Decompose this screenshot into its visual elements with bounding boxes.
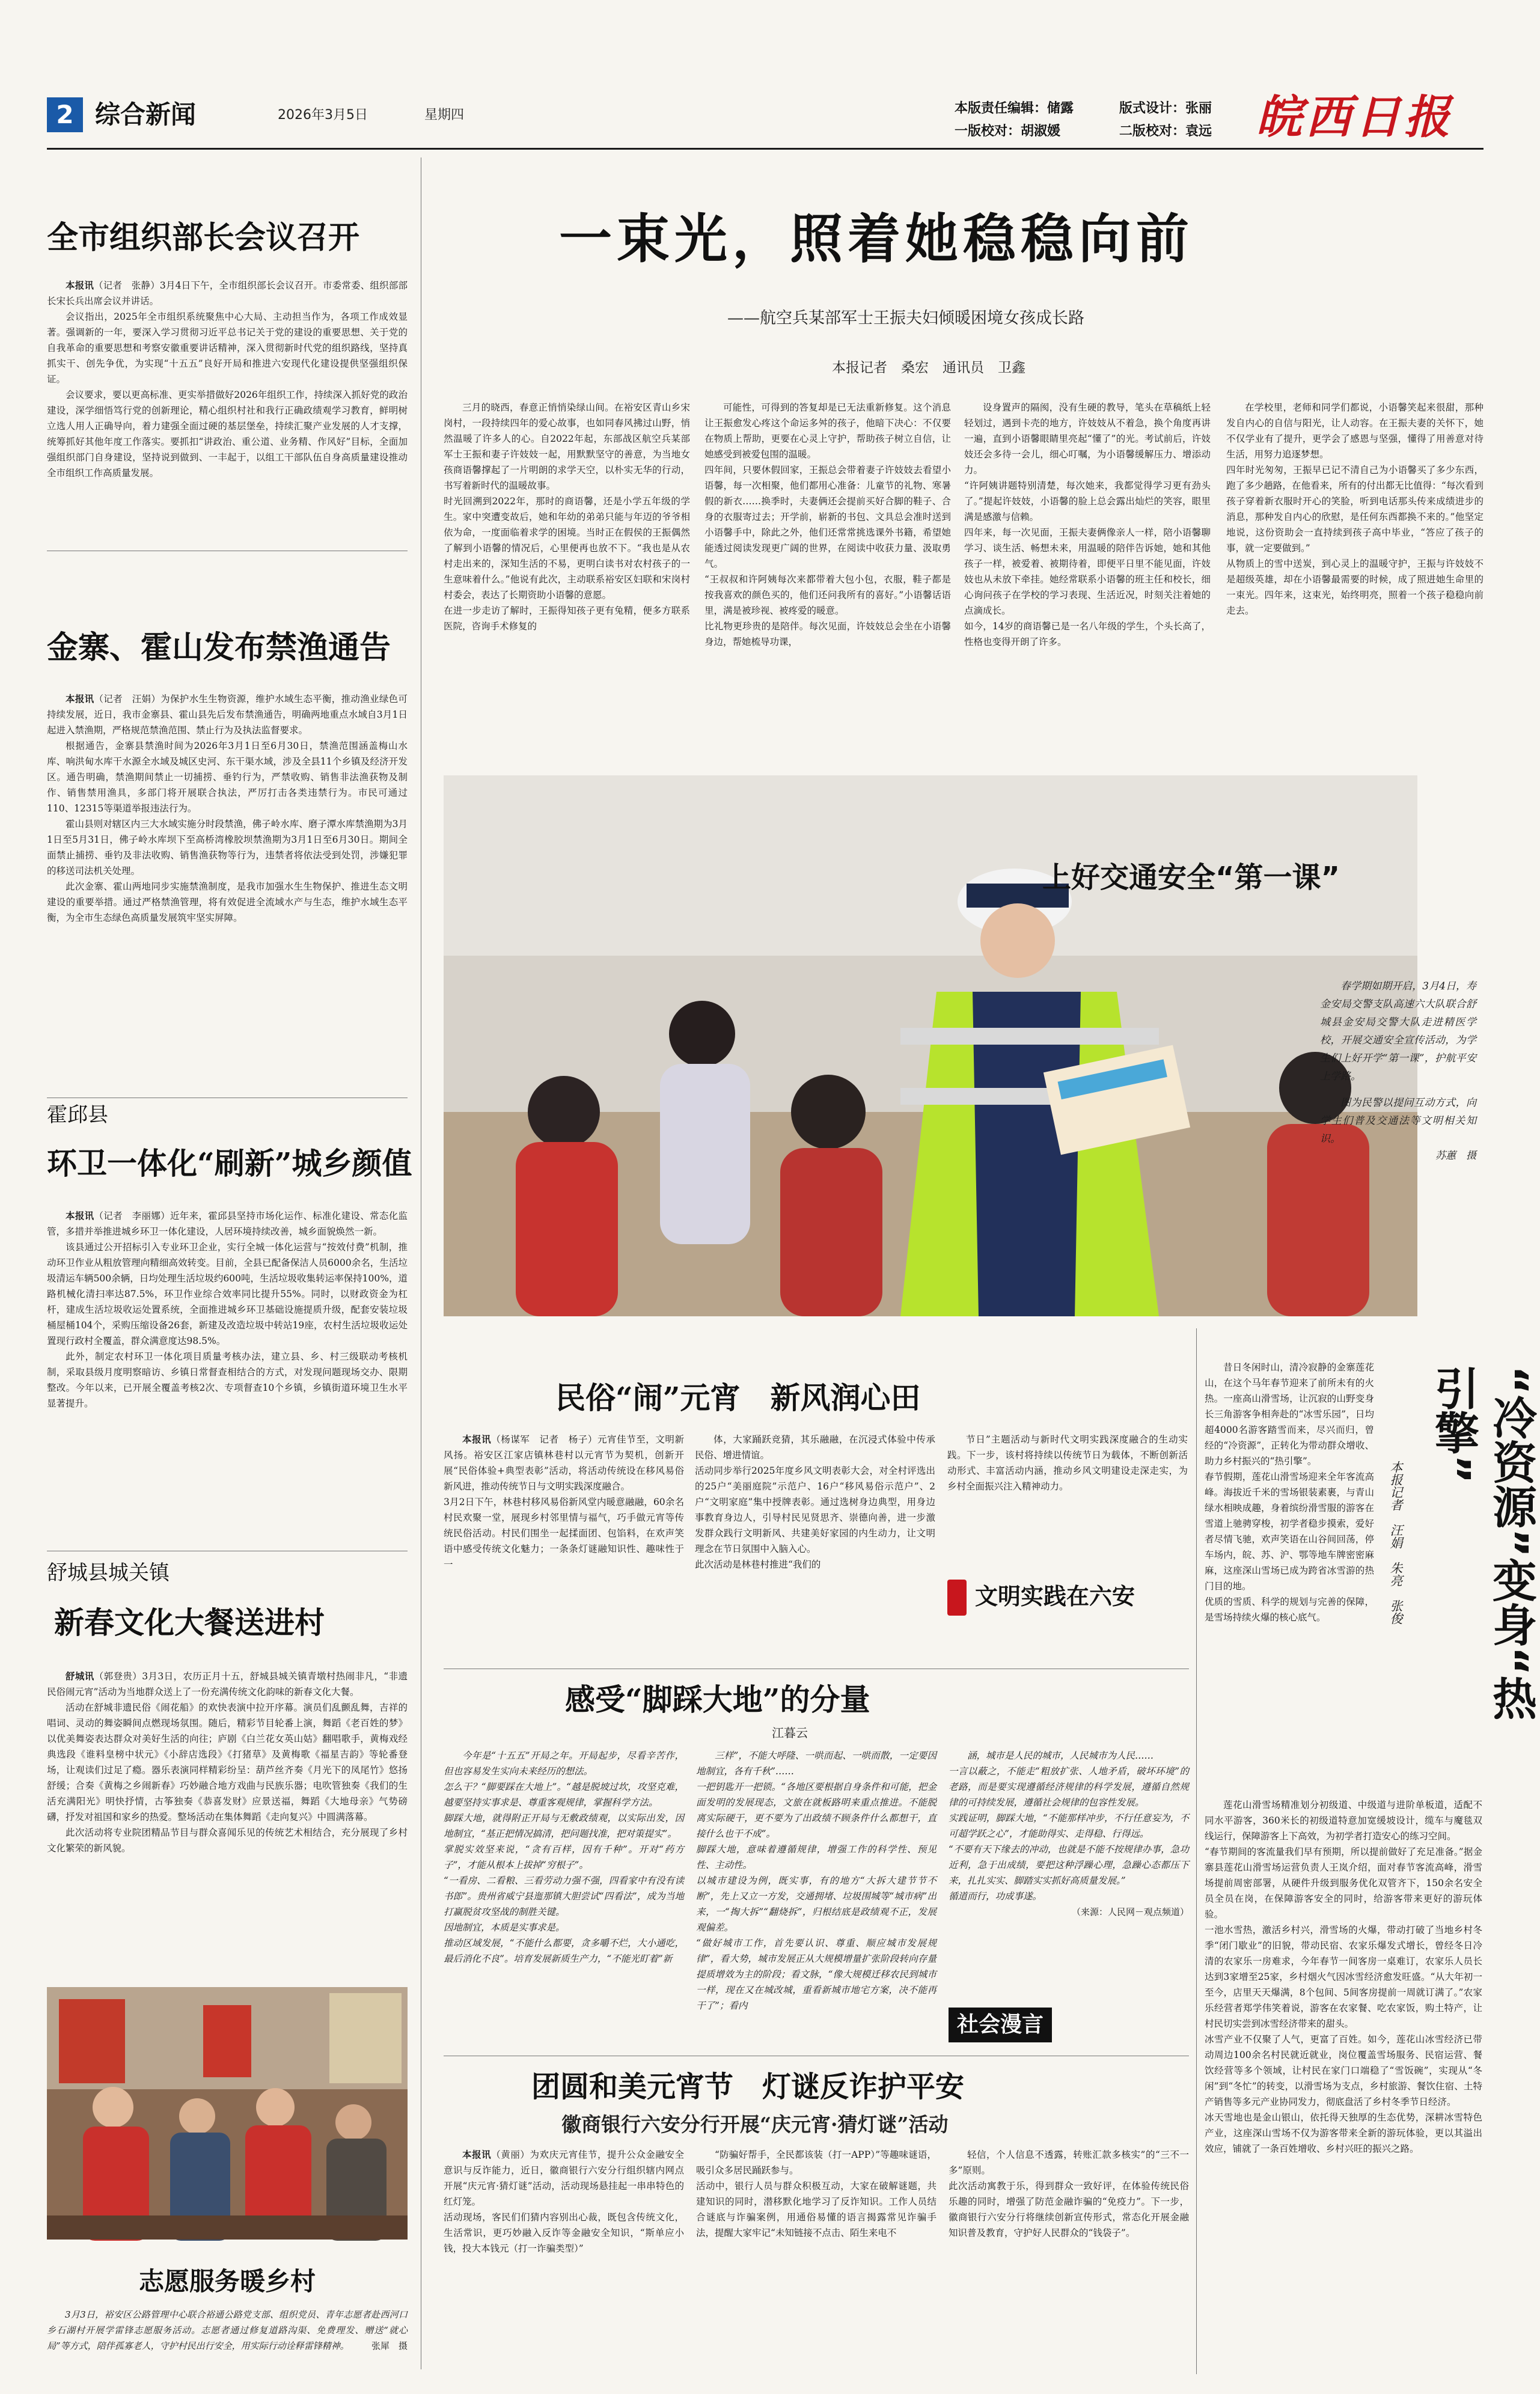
article3-p2: 该县通过公开招标引入专业环卫企业，实行全城一体化运营与“按效付费”机制，推动环卫作业从粗放管理向精细高效转变。目前，全县已配备保洁人员6000余名，生活垃圾清运车辆500余辆，日均处理生活垃圾约600吨，生活垃圾收集转运率保持100%，道路机械化清扫率达87.5%，环卫作业综合效率同比提升55%。同时，以财政资金为杠杆，建成生活垃圾收运处置系统，全面推进城乡环卫基础设施提质升级，配套安装垃圾桶屋桶104个，采购压缩设备26套，新建及改造垃圾中转站19座，农村生活垃圾收运处置现行政村全覆盖，群众满意度达98.5%。 <box>47 1242 408 1346</box>
layout-credit: 版式设计：张丽 <box>1119 101 1212 116</box>
commentary-badge-text: 社会漫言 <box>949 2008 1052 2042</box>
article5-byline: 本报记者 桑宏 通讯员 卫鑫 <box>832 360 1025 376</box>
article4-p1: （郭登贵）3月3日，农历正月十五，舒城县城关镇青墩村热闹非凡，“非遗民俗闹元宵”活动为当地群众送上了一份充满传统文化韵味的新春文化大餐。 <box>47 1671 408 1697</box>
article5-col2 <box>704 400 951 768</box>
article4-body <box>47 1669 408 1989</box>
editor-credit: 本版责任编辑：储露 <box>955 101 1074 116</box>
article6-col1 <box>444 1432 684 1659</box>
article8-col2 <box>1205 1797 1482 2369</box>
article2-p3: 霍山县则对辖区内三大水域实施分时段禁渔，佛子岭水库、磨子潭水库禁渔期为3月1日至5月31日，佛子岭水库坝下至高桥湾橡胶坝禁渔期为3月1日至6月30日。期间全面禁止捕捞、垂钓及非法收购、销售渔获物等行为，违禁者将依法受到处罚，涉嫌犯罪的移送司法机关处理。 <box>47 819 408 876</box>
civilization-badge-mark <box>947 1580 967 1616</box>
article6-col3-text: 节日”主题活动与新时代文明实践深度融合的生动实践。下一步，该村将持续以传统节日为载体，不断创新活动形式、丰富活动内涵，推动乡风文明建设走深走实，为乡村全面振兴注入精神动力。 <box>947 1434 1188 1492</box>
article9-lead: 本报讯 <box>462 2149 492 2160</box>
article2-lead: 本报讯 <box>66 693 94 704</box>
article2-body <box>47 691 408 1092</box>
masthead <box>0 0 1530 144</box>
issue-weekday: 星期四 <box>424 108 465 123</box>
volunteer-caption-text: 3月3日，裕安区公路管理中心联合裕通公路党支部、组织党员、青年志愿者赴西河口乡石湖村开展学雷锋志愿服务活动。志愿者通过修复道路沟渠、免费理发、赠送“就心局”等方式，陪伴孤寡老人，守护村民出行安全，用实际行动诠释雷锋精神。 <box>47 2309 408 2351</box>
article2-p4: 此次金寨、霍山两地同步实施禁渔制度，是我市加强水生生物保护、推进生态文明建设的重要举措。通过严格禁渔管理，将有效促进全流域水产与生态，维护水域生态平衡，为全市生态绿色高质量发展筑牢坚实屏障。 <box>47 881 408 923</box>
article8-byline-box <box>1384 1461 1417 1713</box>
article2-p1: （记者 汪娟）为保护水生生物资源，维护水域生态平衡，推动渔业绿色可持续发展，近日，我市金寨县、霍山县先后发布禁渔通告，明确两地重点水域自3月1日起进入禁渔期，严格规范禁渔范围、禁止行为及执法监督要求。 <box>47 694 408 736</box>
traffic-safety-photo <box>444 775 1417 1316</box>
article1-title: 全市组织部长会议召开 <box>47 219 360 256</box>
article9-col2-text: “防骗好帮手，全民都该装（打一APP）”等趣味谜语，吸引众多居民踊跃参与。 活动中，银行人员与群众积极互动，大家在破解谜题，共建知识的同时，潜移默化地学习了反诈知识。工作人员结合谜底与诈骗案例，用通俗易懂的语言揭露常见诈骗手法，提醒大家牢记“未知链接不点击、陌生来电不 <box>696 2149 937 2238</box>
article1-p3: 会议要求，要以更高标准、更实举措做好2026年组织工作，持续深入抓好党的政治建设，深学细悟笃行党的创新理论，精心组织村社和我行正确政绩观学习教育，鲜明树立选人用人正确导向，着力建强全面过硬的基层堡垒，持续汇聚产业发展的人才支撑，统筹抓好其他年度工作落实。要抓扣“讲政治、重公道、业务精、作风好”目标，全面加强组织部门自身建设，坚持说到做到、一丰起于，以组工干部队伍自身高质量建设推动全市组织工作高质量发展。 <box>47 389 408 478</box>
article1-body <box>47 278 408 518</box>
article6-title: 民俗“闹”元宵 新风润心田 <box>555 1380 921 1415</box>
article3-p1: （记者 李丽娜）近年来，霍邱县坚持市场化运作、标准化建设、常态化监管，多措并举推进城乡环卫一体化建设，人居环境持续改善，城乡面貌焕然一新。 <box>47 1211 408 1237</box>
article5-col4-text: 在学校里，老师和同学们都说，小语馨笑起来很甜，那种发自内心的自信与阳光，让人动容。在王振夫妻的关怀下，她不仅学业有了提升，更学会了感恩与坚强，懂得了用善意对待生活，用努力追逐梦想。 四年时光匆匆，王振早已记不清自己为小语馨买了多少东西，跑了多少趟路，在他看来，所有的付出都无比值得：“每次看到孩子穿着新衣服时开心的笑脸，听到电话那头传来成绩进步的消息，那种发自内心的欣慰，是任何东西都换不来的。”他坚定地说，这份资助会一直持续到孩子高中毕业，“答应了孩子的事，就一定要做到。” 从物质上的雪中送炭，到心灵上的温暖守护，王振与许妓妓不是超级英雄，却在小语馨最需要的时候，成了照进她生命里的一束光。四年来，这束光，始终明亮，照着一个孩子稳稳向前走去。 <box>1226 402 1483 616</box>
traffic-photo-illustration <box>444 775 1417 1316</box>
article5-col2-text: 可能性，可得到的答复却是已无法重新修复。这个消息让王振愈发心疼这个命运多舛的孩子，他暗下决心：不仅要在物质上帮助，更要在心灵上守护，帮助孩子树立自信，让她感受到被爱包围的温暖。 四年间，只要休假回家，王振总会带着妻子许妓妓去看望小语馨，每一次相聚，他们都用心准备：儿童节的礼物、寒暑假的新衣……换季时，夫妻俩还会提前买好合脚的鞋子、合身的衣服寄过去；开学前，崭新的书包、文具总会准时送到小语馨手中，除此之外，他们还常常挑选课外书籍，希望她能透过阅读发现更广阔的世界，在阅读中收获力量、汲取勇气。 “王叔叔和许阿姨每次来都带着大包小包，衣服，鞋子都是按我喜欢的颜色买的，他们还问我所有的喜好。”小语馨话语里，满是被珍视、被疼爱的暖意。 比礼物更珍贵的是陪伴。每次见面，许妓妓总会坐在小语馨身边，帮她梳导功课， <box>704 402 951 647</box>
proof-credit-2: 二版校对：袁远 <box>1119 124 1212 139</box>
article8-title: “冷资源”变身“热引擎” <box>1428 1366 1537 1720</box>
article7-col3 <box>949 1748 1189 2003</box>
traffic-photo-credit: 苏蕙 摄 <box>1435 1150 1476 1162</box>
volunteer-photo-caption <box>47 2307 408 2373</box>
article9-title: 团圆和美元宵节 灯谜反诈护平安 <box>531 2070 965 2104</box>
article5-col1 <box>444 400 690 768</box>
traffic-photo-caption-box <box>1320 977 1476 1307</box>
article3-p3: 此外，制定农村环卫一体化项目质量考核办法，建立县、乡、村三级联动考核机制，采取县级月度明察暗访、乡镇日常督查相结合的方式，对发现问题现场交办、限期整改。今年以来，已开展全覆盖考核2次、专项督查10个乡镇，乡镇街道环境卫生水平显著提升。 <box>47 1351 408 1409</box>
article1-lead: 本报讯 <box>66 279 94 291</box>
newspaper-logo: 皖西日报 <box>1256 90 1453 144</box>
article9-col3-text: 轻信，个人信息不透露，转账汇款多核实”的“三不一多”原则。 此次活动寓教于乐，得到群众一致好评，在体验传统民俗乐趣的同时，增强了防范金融诈骗的“免疫力”。下一步，徽商银行六安分行将继续创新宣传形式，常态化开展金融知识普及教育，守护好人民群众的“钱袋子”。 <box>949 2149 1189 2238</box>
article8-byline: 本报记者 汪娟 朱亮 张俊 <box>1389 1461 1403 1625</box>
article6-col2-text: 体，大家踊跃竞猜，其乐融融，在沉浸式体验中传承民俗、增进情谊。 活动同步举行2025年度乡风文明表彰大会，对全村评选出的25户“美丽庭院”示范户、16户“移风易俗示范户”、2户“文明家庭”集中授牌表彰。通过选树身边典型，用身边事教育身边人，引导村民见贤思齐、崇德向善，进一步激发群众践行文明新风、共建美好家园的内生动力，让文明理念在节日氛围中入脑入心。 此次活动是林巷村推进“我们的 <box>695 1434 935 1570</box>
article5-col3 <box>964 400 1211 768</box>
proof-credit-1: 一版校对：胡淑媛 <box>955 124 1061 139</box>
volunteer-photo-title: 志愿服务暖乡村 <box>138 2267 316 2296</box>
article9-col1 <box>444 2147 684 2369</box>
article4-p3: 此次活动将专业院团精品节目与群众喜闻乐见的传统艺术相结合，充分展现了乡村文化繁荣的新风貌。 <box>47 1827 408 1854</box>
article7-col1 <box>444 1748 684 2048</box>
article5-title: 一束光，照着她稳稳向前 <box>559 208 1194 270</box>
article9-col1-text: （黄丽）为欢庆元宵佳节，提升公众金融安全意识与反诈能力，近日，徽商银行六安分行组织辖内网点开展“庆元宵·猜灯谜”活动，活动现场悬挂起一串串特色的红灯笼。 活动现场，客民们们猜内容别出心裁，既包含传统文化，生活常识，更巧妙融入反诈等金融安全知识，“斯单应小钱，投大本钱元（打一诈骗类型）” <box>444 2149 684 2254</box>
article3-title: 环卫一体化“刷新”城乡颜值 <box>47 1146 412 1181</box>
section-title: 综合新闻 <box>95 100 197 129</box>
article4-title: 新春文化大餐送进村 <box>54 1605 325 1640</box>
article6-lead: 本报讯 <box>462 1434 492 1445</box>
article5-col1-text: 三月的晓西，春意正悄悄染绿山间。在裕安区青山乡宋岗村，一段持续四年的爱心故事，也如同春风拂过山野，悄然温暖了许多人的心。自2022年起，东部战区航空兵某部军士王振和妻子许妓妓一起，用默默坚守的善意，为当地女孩商语馨撑起了一片明朗的求学天空，以朴实无华的行动，书写着新时代的温暖故事。 时光回溯到2022年，那时的商语馨，还是小学五年级的学生。家中突遭变故后，她和年幼的弟弟只能与年迈的爷爷相依为命，一度面临着求学的困境。当时正在假侯的王振偶然了解到小语馨的情况后，心里便再也放不下。“我也是从农村走出来的，深知生活的不易，更明白读书对农村孩子的一生意味着什么。”他说有此次，主动联系裕安区妇联和宋岗村村委会，表达了长期资助小语馨的意愿。 在进一步走访了解时，王振得知孩子更有兔精，便多方联系医院，咨询手术修复的 <box>444 402 690 632</box>
traffic-photo-caption: 春学期如期开启，3月4日，寿金安局交警支队高速六大队联合舒城县金安局交警大队走进精医学校，开展交通安全宣传活动，为学生们上好开学“第一课”，护航平安上学路。 <box>1320 980 1476 1082</box>
article7-author: 江暮云 <box>772 1726 808 1740</box>
article2-p2: 根据通告，金寨县禁渔时间为2026年3月1日至6月30日，禁渔范围涵盖梅山水库、响洪甸水库干水源全水域及城区史河、东干渠水域，涉及全县11个乡镇及经济开发区。通告明确，禁渔期间禁止一切捕捞、垂钓行为，严禁收购、销售非法渔获物及制作、销售禁用渔具，多部门将开展联合执法，严厉打击各类违禁行为。市民可通过110、12315等渠道举报违法行为。 <box>47 740 408 814</box>
article7-col2 <box>696 1748 937 2048</box>
article9-subtitle: 徽商银行六安分行开展“庆元宵·猜灯谜”活动 <box>561 2113 949 2136</box>
article3-lead: 本报讯 <box>66 1210 94 1221</box>
masthead-rule <box>47 148 1483 150</box>
article7-title: 感受“脚踩大地”的分量 <box>565 1682 870 1717</box>
article7-col3-text: 涵，城市是人民的城市，人民城市为人民…… 一言以蔽之，不能走“粗放扩张、人地矛盾，破坏环境”的老路，而是要实现遵循经济规律的科学发展，遵循自然规律的可持续发展，遵循社会规律的包容性发展。 实践证明，脚踩大地，“不能那样冲步，不行任意妄为，不可超学跃之心”，才能助得实、走得稳、行得远。 “不要有天下缘去的冲动，也就是不能不按规律办事，急功近利，急于出成绩，要把这种浮躁心理，急躁心态都压下来，扎扎实实、脚踏实实抓好高质量发展。” 循道而行，功成事遂。 <box>949 1750 1189 1902</box>
issue-date: 2026年3月5日 <box>278 108 368 123</box>
article3-kicker: 霍邱县 <box>47 1103 108 1127</box>
traffic-photo-caption2: 图为民警以提问互动方式，向学生们普及交通法等文明相关知识。 <box>1320 1097 1476 1145</box>
article7-col2-text: 三样”，不能大呼隆、一哄而起、一哄而散，一定要因地制宜，各有千秋”…… 一把钥匙开一把锁。“各地区要根据自身条件和可能，把金面发明的发展现态，文旅在就板路明来重点推进。不能脱离实际硬干，更不要为了出政绩不顾条件什么都想干，直接什么也干不成”。 脚踩大地，意味着遵循规律，增强工作的科学性、预见性、主动性。 以城市建设为例，既实事，有的地方“大拆大建节节不断”，先上又立一方发，交通拥堵、垃圾围城等“城市病”出来，一“掏大拆”“翻烧拆”，归根结底是政绩观不正，发展观偏差。 “做好城市工作，首先要认识、尊重、顺应城市发展规律”，看大势，城市发展正从大规模增量扩张阶段转向存量提质增效为主的阶段；看文脉，“像大规模迁移农民到城市一样，现在又在城改城，重看新城市地宅方案，决不能再干了”；看内 <box>696 1750 937 2011</box>
article7-col1-text: 今年是“十五五”开局之年。开局起步，尽看辛苦作，但也容易发生实向未来经历的想法。 怎么干？“脚要踩在大地上”。“越是脱坡过坎，攻坚克难，越要坚持实事求是、尊重客观规律，掌握科学方法。 脚踩大地，就得附正开局与无敷政绩观，以实际出发，因地制宜，“基正把情况搞清，把问题找准，把对策提实”。 掌脱实效坚来说，“贪有百样，因有千种”。开对“药方子”，才能从根本上拔掉“穷根子”。 “一看房、二看粮、三看劳动力强不强，四看家中有没有读书郎”。贵州省威宁县迤那镇大胆尝试“四看法”，成为当地打赢脱贫攻坚战的制胜关键。 因地制宜，本质是实事求是。 推动区域发展，“不能什么都要，贪多嚼不烂，大小通吃，最后消化不良”。培育发展新质生产力，“不能光盯着”新 <box>444 1750 684 1964</box>
article1-p2: 会议指出，2025年全市组织系统聚焦中心大局、主动担当作为，各项工作成效显著。强调新的一年，要深入学习贯彻习近平总书记关于党的建设的重要思想、关于党的自我革命的重要思想和考察安徽重要讲话精神，深入贯彻新时代党的组织路线，坚持真抓实干、创先争优，为实现“十五五”良好开局和推进六安现代化建设提供坚强组织保证。 <box>47 311 408 385</box>
article5-col3-text: 设身置声的隔阂，没有生硬的教导，笔头在草稿纸上轻轻划过，遇到卡壳的地方，许妓妓从不着急，换个角度再讲一遍，直到小语馨眼睛里亮起“懂了”的光。考试前后，许妓妓还会多待一会儿，细心叮嘱，为小语馨缓解压力、增添动力。 “许阿姨讲题特别清楚，每次她来，我都觉得学习更有劲头了。”提起许妓妓，小语馨的脸上总会露出灿烂的笑容，眼里满是感激与信赖。 四年来，每一次见面，王振夫妻俩像亲人一样，陪小语馨聊学习、谈生活、畅想未来，用温暖的陪伴告诉她，她和其他孩子一样，被爱着、被期待着，即便平日里不能见面，许妓妓也从未放下牵挂。她经常联系小语馨的班主任和校长，细心询问孩子在学校的学习表现、生活近况，时刻关注着她的点滴成长。 如今，14岁的商语馨已是一名八年级的学生，个头长高了，性格也变得开朗了许多。 <box>964 402 1211 647</box>
article5-col4 <box>1226 400 1483 768</box>
article3-body <box>47 1208 408 1525</box>
article1-p1: （记者 张静）3月4日下午，全市组织部长会议召开。市委常委、组织部部长宋长兵出席会议并讲话。 <box>47 280 408 307</box>
article4-lead: 舒城讯 <box>66 1670 94 1682</box>
article6-col1-text: （杨谋军 记者 杨子）元宵佳节至，文明新风扬。裕安区江家店镇林巷村以元宵节为契机，创新开展“民俗体验+典型表彰”活动，将活动传统设在移风易俗新风进，推动传统节日与文明实践深度融合。 3月2日下午，林巷村移风易俗新风堂内暖意融融，60余名村民欢聚一堂，展现乡村邻里情与福气，巧手做元宵等传统民俗活动。村民们围坐一起揉面团、包馅料，在欢声笑语中感受传统文化魅力；一条条灯谜融知识性、趣味性于一 <box>444 1434 684 1570</box>
article5-subtitle: ——航空兵某部军士王振夫妇倾暖困境女孩成长路 <box>727 309 1084 328</box>
civilization-badge-text: 文明实践在六安 <box>975 1583 1135 1610</box>
article8-title-box <box>1425 1366 1537 1738</box>
volunteer-photo-illustration <box>47 1987 408 2240</box>
article8-col2-text: 莲花山滑雪场精准划分初级道、中级道与进阶单板道，适配不同水平游客，360米长的初级道特意加宽缓坡设计，缆车与魔毯双线运行，保障游客上下高效，为初学者打造安心的练习空间。 “春节期间的客流量我们早有预期，所以提前做好了充足准备。”据金寨县莲花山滑雪场运营负责人王岚介绍，面对春节客流高峰，滑雪场提前周密部署，从硬件升级到服务优化双管齐下，150余名安全员全员在岗，在保障游客安全的同时，给游客带来更好的游玩体验。 一池水雪热，激活乡村兴，滑雪场的火爆，带动打破了当地乡村冬季“闭门歇业”的旧貌，带动民宿、农家乐爆发式增长，曾经冬日冷清的农家乐一房难求，今年春节一间客房一桌难订，农家乐人员长达到3家增至25家，乡村烟火气因冰雪经济愈发旺盛。“从大年初一至今，店里天天爆满，8个包间、5间客房提前一周就订满了。”农家乐经营者郑学伟笑着说，游客在农家餐、吃农家饭，购土特产，让村民切实尝到冰雪经济带来的甜头。 冰雪产业不仅聚了人气，更富了百姓。如今，莲花山冰雪经济已带动周边100余名村民就近就业，岗位覆盖雪场服务、民宿运营、餐饮经营等多个领域，让村民在家门口端稳了“雪饭碗”，实现从“冬闲”到“冬忙”的转变，以滑雪场为支点，乡村旅游、餐饮住宿、土特产销售等多元产业协同发力，彻底盘活了乡村冬季节日经济。 冰天雪地也是金山银山，依托得天独厚的生态优势，深耕冰雪特色产业，这座深山雪场不仅为游客带来全新的游玩体验，更以其溢出效应，铺就了一条百姓增收、乡村兴旺的振兴之路。 <box>1205 1800 1482 2154</box>
article6-col3 <box>947 1432 1188 1558</box>
page-number-badge: 2 <box>47 97 83 132</box>
article7-source: （来源：人民网－观点频道） <box>1071 1907 1189 1917</box>
article2-title: 金寨、霍山发布禁渔通告 <box>47 629 391 666</box>
article6-col2 <box>695 1432 935 1659</box>
article4-kicker: 舒城县城关镇 <box>47 1561 170 1585</box>
article8-col1-text: 昔日冬闲时山，清冷寂静的金寨莲花山，在这个马年春节迎来了前所未有的火热。一座高山滑雪场，让沉寂的山野变身长三角游客争相奔赴的“冰雪乐园”，日均超4000名游客踏雪而来，尽兴而归，曾经的“冷资源”，正转化为带动群众增收、助力乡村振兴的“热引擎”。 春节假期，莲花山滑雪场迎来全年客流高峰。海拔近千米的雪场银装素裹，与青山绿水相映成趣，身着缤纷滑雪服的游客在雪道上驰骋穿梭，初学者稳步摸索，爱好者尽情飞驰，欢声笑语在山谷间回荡，停车场内，皖、苏、沪、鄂等地车牌密密麻麻，这座深山雪场已成为跨省冰雪游的热门目的地。 优质的雪质、科学的规划与完善的保障，是雪场持续火爆的核心底气。 <box>1205 1362 1374 1623</box>
article9-col3 <box>949 2147 1189 2369</box>
traffic-photo-overlay-title: 上好交通安全“第一课” <box>1042 861 1340 894</box>
commentary-badge <box>949 2008 1189 2050</box>
civilization-badge <box>947 1574 1188 1628</box>
article8-col1 <box>1205 1360 1374 1789</box>
article4-p2: 活动在舒城非遗民俗《闹花船》的欢快表演中拉开序幕。演员们乱颤乱舞，吉祥的唱词、灵动的舞姿瞬间点燃现场氛围。随后，精彩节目轮番上演，舞蹈《老百姓的梦》以优美舞姿表达群众对美好生活的向往；庐剧《白兰花女英山姑》翻唱歌手，黄梅戏经典选段《谁料皇榜中状元》《小辞店选段》《打猪草》及黄梅歌《福星吉韵》等轮番登场，让观读们过足了瘾。器乐表演同样精彩纷呈：葫芦丝齐奏《月光下的凤尾竹》悠扬舒缓；合奏《黄梅之乡闹新春》巧妙融合地方戏曲与民族乐器；电吹管独奏《我们的生活充满阳光》明快抒情，古筝独奏《恭喜发财》应景送福，舞蹈《大地母亲》气势磅礴，抒发对祖国和家乡的热爱。整场活动在集体舞蹈《走向复兴》中圆满落幕。 <box>47 1702 408 1822</box>
article9-col2 <box>696 2147 937 2369</box>
right-column-divider <box>1196 1328 1197 2374</box>
volunteer-photo-credit: 张犀 摄 <box>371 2341 408 2351</box>
volunteer-photo <box>47 1987 408 2240</box>
